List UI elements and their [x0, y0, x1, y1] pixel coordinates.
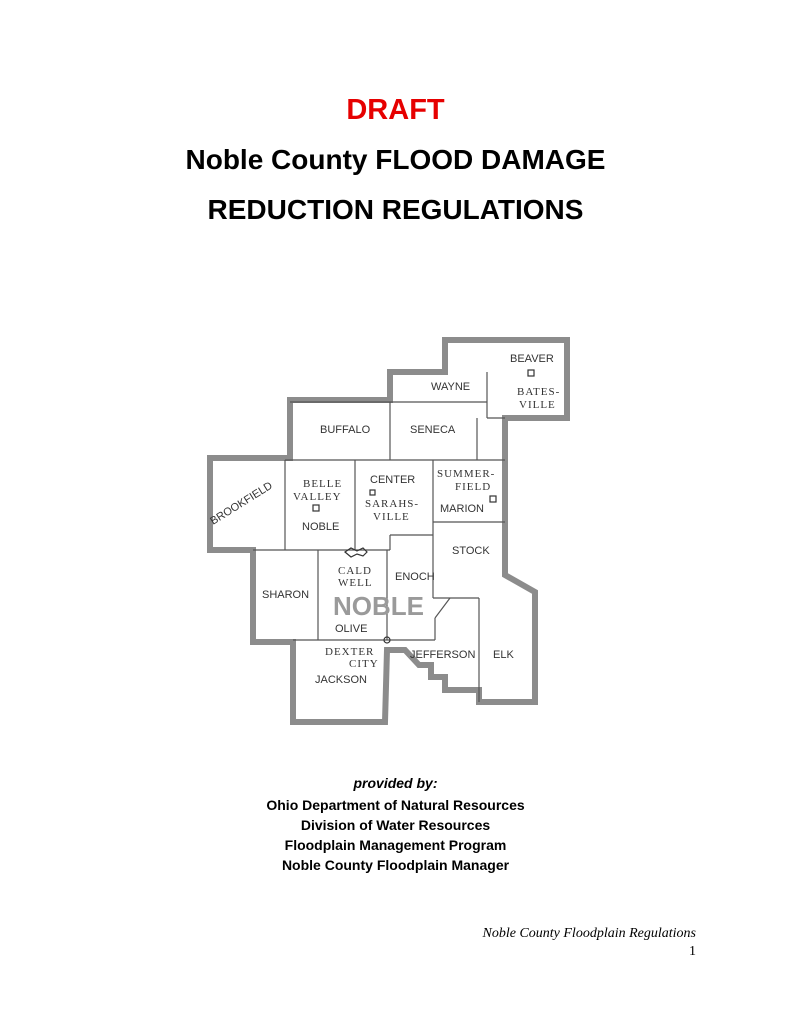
label-batesville-2: VILLE: [519, 399, 556, 411]
draft-label: DRAFT: [346, 94, 445, 126]
label-center: CENTER: [370, 474, 416, 486]
document-title-line-1: Noble County FLOOD DAMAGE: [185, 144, 606, 175]
label-sharon: SHARON: [262, 589, 310, 601]
label-elk: ELK: [493, 649, 514, 661]
label-noble-township: NOBLE: [302, 521, 340, 533]
label-olive: OLIVE: [335, 623, 368, 635]
credit-line-1: Ohio Department of Natural Resources: [266, 797, 525, 813]
label-seneca: SENECA: [410, 424, 456, 436]
county-outline: [210, 340, 567, 722]
label-sarahsville-1: SARAHS-: [365, 498, 420, 510]
label-wayne: WAYNE: [431, 381, 471, 393]
label-belle-valley-2: VALLEY: [293, 491, 342, 503]
label-brookfield: BROOKFIELD: [208, 479, 275, 528]
label-sarahsville-2: VILLE: [373, 511, 410, 523]
label-belle-valley-1: BELLE: [303, 478, 343, 490]
label-enoch: ENOCH: [395, 571, 435, 583]
county-map: [205, 330, 580, 725]
page-number: 1: [689, 944, 696, 959]
label-county-name: NOBLE: [333, 591, 424, 621]
label-beaver: BEAVER: [510, 353, 554, 365]
label-buffalo: BUFFALO: [320, 424, 371, 436]
label-caldwell-1: CALD: [338, 565, 372, 577]
label-jackson: JACKSON: [315, 674, 367, 686]
label-dexter-city-1: DEXTER: [325, 646, 375, 658]
credit-line-3: Floodplain Management Program: [284, 837, 507, 853]
label-summerfield-2: FIELD: [455, 481, 492, 493]
label-batesville-1: BATES-: [517, 386, 561, 398]
provided-by-label: provided by:: [353, 775, 438, 791]
label-dexter-city-2: CITY: [349, 658, 379, 670]
document-title-line-2: REDUCTION REGULATIONS: [207, 194, 584, 225]
label-stock: STOCK: [452, 545, 490, 557]
credit-line-4: Noble County Floodplain Manager: [281, 857, 510, 873]
county-map-svg: [205, 330, 580, 725]
label-marion: MARION: [440, 503, 484, 515]
label-jefferson: JEFFERSON: [410, 649, 476, 661]
label-caldwell-2: WELL: [338, 577, 373, 589]
label-summerfield-1: SUMMER-: [437, 468, 496, 480]
footer-running-title: Noble County Floodplain Regulations: [482, 926, 696, 941]
credit-line-2: Division of Water Resources: [300, 817, 491, 833]
